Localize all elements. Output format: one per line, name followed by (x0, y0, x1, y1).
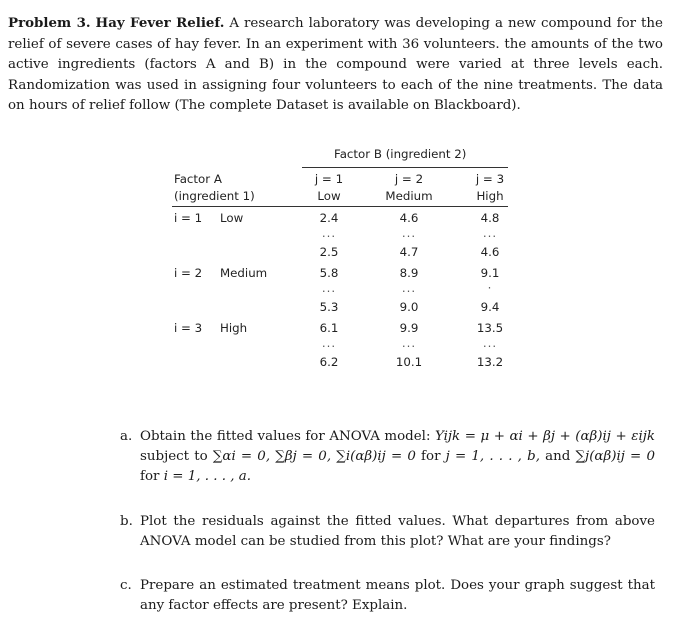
table-cell: 5.8 (319, 266, 339, 280)
ellipsis: ... (401, 336, 417, 350)
table-cell: 10.1 (395, 355, 423, 369)
column-level: Medium (385, 189, 433, 203)
table-cell: 9.4 (480, 300, 500, 314)
ellipsis: ... (321, 336, 337, 350)
table-cell: 4.6 (480, 245, 500, 259)
question-text: Plot the residuals against the fitted values. What departures from above ANOVA model can be studied from this plot? What are your findings? (140, 514, 655, 549)
column-index: j = 3 (475, 172, 505, 186)
problem-statement: Problem 3. Hay Fever Relief. A research laboratory was developing a new compound for the relief of severe cases of hay fever. In an experiment with 36 volunteers. the amounts of the two active ingredients (factors A and B) in the compound were varied at three levels each. Randomization was used in assigning four volunteers to each of the nine treatments. The data on hours of relief follow (The complete Dataset is available on Blackboard). (8, 15, 663, 114)
column-level: High (476, 189, 504, 203)
row-level: Low (220, 211, 244, 225)
column-rule (172, 206, 508, 207)
row-level: High (220, 321, 248, 335)
ellipsis: ... (321, 281, 337, 295)
ellipsis: ... (482, 336, 498, 350)
column-level: Low (317, 189, 341, 203)
row-index: i = 2 (174, 266, 203, 280)
question-a (120, 427, 655, 487)
table-cell: 2.4 (319, 211, 339, 225)
question-text: subject to (140, 449, 213, 464)
table-cell: 4.8 (480, 211, 500, 225)
constraint-equation: ∑j(αβ)ij = 0 (575, 449, 655, 464)
ellipsis: · (487, 281, 493, 295)
ellipsis: ... (321, 226, 337, 240)
row-level: Medium (220, 266, 268, 280)
ellipsis: ... (401, 281, 417, 295)
table-cell: 4.6 (399, 211, 419, 225)
table-cell: 2.5 (319, 245, 339, 259)
problem-label: Problem 3. (8, 15, 91, 31)
constraint-range: i = 1, . . . , a. (163, 469, 252, 484)
table-cell: 13.2 (476, 355, 504, 369)
data-table (172, 146, 510, 376)
question-label: b. (120, 514, 133, 529)
question-text: and (539, 449, 576, 464)
row-index: i = 1 (174, 211, 203, 225)
problem-text: A research laboratory was developing a new compound for the relief of severe cases of hay fever. In an experiment with 36 volunteers. the amounts of the two active ingredients (factors A and B) in the compound were varied at three levels each. Randomization was used in assigning four volunteers to each of the nine treatments. The data on hours of relief follow (The complete Dataset is available on Blackboard). (8, 16, 663, 114)
header-rule (302, 167, 508, 168)
ellipsis: ... (401, 226, 417, 240)
table-cell: 9.1 (480, 266, 500, 280)
table-cell: 8.9 (399, 266, 419, 280)
table-cell: 4.7 (399, 245, 419, 259)
constraint-equation: ∑αi = 0, ∑βj = 0, ∑i(αβ)ij = 0 (212, 449, 416, 464)
problem-title: Hay Fever Relief (95, 15, 220, 31)
question-text: for (140, 469, 164, 484)
table-cell: 13.5 (476, 321, 504, 335)
question-b (120, 512, 655, 552)
question-c (120, 576, 655, 616)
factor-a-subheader: (ingredient 1) (174, 189, 255, 203)
table-cell: 6.1 (319, 321, 339, 335)
table-cell: 9.0 (399, 300, 419, 314)
row-index: i = 3 (174, 321, 203, 335)
column-index: j = 1 (314, 172, 344, 186)
table-cell: 6.2 (319, 355, 339, 369)
table-cell: 9.9 (399, 321, 419, 335)
column-index: j = 2 (394, 172, 424, 186)
constraint-range: j = 1, . . . , b, (445, 449, 540, 464)
question-text: Prepare an estimated treatment means plot. Does your graph suggest that any factor effects are present? Explain. (140, 578, 655, 613)
factor-b-header: Factor B (ingredient 2) (334, 147, 467, 161)
question-text: Obtain the fitted values for ANOVA model: (140, 429, 436, 444)
question-text: for (415, 449, 446, 464)
question-label: a. (120, 429, 133, 444)
ellipsis: ... (482, 226, 498, 240)
question-label: c. (120, 578, 132, 593)
table-cell: 5.3 (319, 300, 339, 314)
factor-a-header: Factor A (174, 172, 222, 186)
model-equation: Yijk = μ + αi + βj + (αβ)ij + εijk (435, 429, 655, 444)
